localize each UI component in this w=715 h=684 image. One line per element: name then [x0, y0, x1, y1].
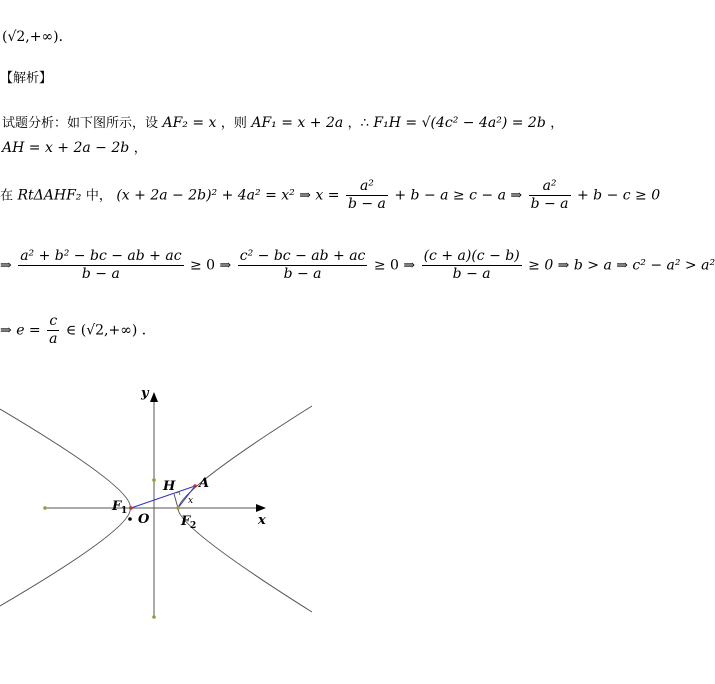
ge0-text-1: ≥ 0	[190, 257, 216, 274]
e-fraction-num: c	[47, 313, 59, 331]
segment-f2-h	[174, 494, 178, 508]
cond-fraction	[529, 178, 571, 213]
analysis-line-2	[2, 137, 147, 156]
implication-line: ⇒ $\frac{\text{a² + b² − bc − ab + ac}}{b - a}$ ≥ 0 ⇒ $\frac{\text{c² − bc − ab + ac}}{b - a}$ ≥ 0 ⇒ $\frac{(c + a)(c - b)}{b - a}$ ≥ 0 ⇒ b > a ⇒ c² − a² > a²	[0, 248, 715, 282]
label-o: O	[138, 512, 150, 527]
rt-tail-1: + b − a ≥ c − a	[394, 187, 506, 204]
label-x: x	[258, 513, 266, 528]
cond-fraction-den: b − a	[530, 196, 569, 212]
rt-tail-2: + b − c ≥ 0	[576, 187, 661, 204]
result-end: ．	[141, 322, 156, 339]
implication-fraction-2-den: b − a	[283, 266, 322, 282]
label-f1-sub: 1	[121, 506, 128, 516]
label-f2-sub: 2	[190, 521, 197, 531]
x-fraction-den: b − a	[347, 196, 386, 212]
answer-line	[2, 26, 73, 46]
intro-text: 试题分析：如下图所示，设	[2, 116, 159, 131]
answer-text: (√2,+∞)．	[2, 29, 73, 45]
label-seg-x: x	[188, 496, 194, 506]
f1h-equation: F₁H = √(4c² − 4a²) = 2b	[373, 115, 546, 131]
implication-fraction-3-num: (c + a)(c − b)	[423, 248, 520, 264]
label-f1: F	[112, 499, 122, 514]
x-fraction	[346, 178, 388, 213]
therefore-text: ，∴	[347, 116, 369, 131]
af2-equation: AF₂ = x	[162, 115, 217, 131]
implication-fraction-3-den: b − a	[452, 266, 491, 282]
rt-triangle: RtΔAHF₂	[17, 187, 82, 204]
result-line: ⇒ e = $\frac{c}{a}$ ∈ (√2,+∞) ．	[0, 313, 156, 347]
implication-fraction-3	[422, 248, 522, 283]
rt-mid: 中，	[85, 188, 112, 204]
right-branch	[178, 406, 312, 612]
e-equals: e =	[16, 322, 41, 339]
then-text: ，则	[220, 116, 247, 131]
x-fraction-num: a²	[346, 178, 388, 196]
hyperbola-figure	[0, 384, 630, 684]
comma-text: ，	[550, 116, 564, 131]
label-y: y	[141, 386, 149, 401]
label-f2: F	[181, 514, 191, 529]
implication-fraction-2-num: c² − bc − ab + ac	[239, 248, 366, 264]
analysis-line-1	[2, 112, 563, 131]
heading-text: 【解析】	[0, 71, 53, 86]
ah-equation: AH = x + 2a − 2b	[2, 140, 130, 156]
e-fraction	[47, 313, 59, 348]
rt-prefix: 在	[0, 188, 14, 204]
x-axis-arrow	[256, 504, 266, 512]
rt-equation: (x + 2a − 2b)² + 4a² = x²	[116, 187, 295, 204]
rt-line: 在 RtΔAHF₂ 中， (x + 2a − 2b)² + 4a² = x² ⇒ x = $\frac{\text{a²}}{b - a}$ + b − a ≥ c − a ⇒ $\frac{\text{a²}}{b - a}$ + b − c ≥ 0	[0, 178, 661, 212]
label-h: H	[163, 479, 176, 494]
comma-text-2: ，	[133, 141, 147, 156]
label-a: A	[199, 476, 210, 491]
ge0-text-2: ≥ 0	[373, 257, 399, 274]
implication-tail: ≥ 0 ⇒ b > a ⇒ c² − a² > a²	[528, 257, 715, 274]
result-interval: ∈ (√2,+∞)	[65, 322, 138, 339]
analysis-heading	[0, 67, 52, 86]
implication-fraction-1-num: a² + b² − bc − ab + ac	[20, 248, 182, 264]
right-angle-mark	[176, 492, 180, 495]
implication-fraction-1	[18, 248, 183, 283]
e-fraction-den: a	[49, 331, 58, 347]
cond-fraction-num: a²	[529, 178, 571, 196]
implication-fraction-2	[238, 248, 368, 283]
y-axis-arrow	[150, 392, 158, 402]
af1-equation: AF₁ = x + 2a	[251, 115, 344, 131]
implication-fraction-1-den: b − a	[81, 266, 120, 282]
